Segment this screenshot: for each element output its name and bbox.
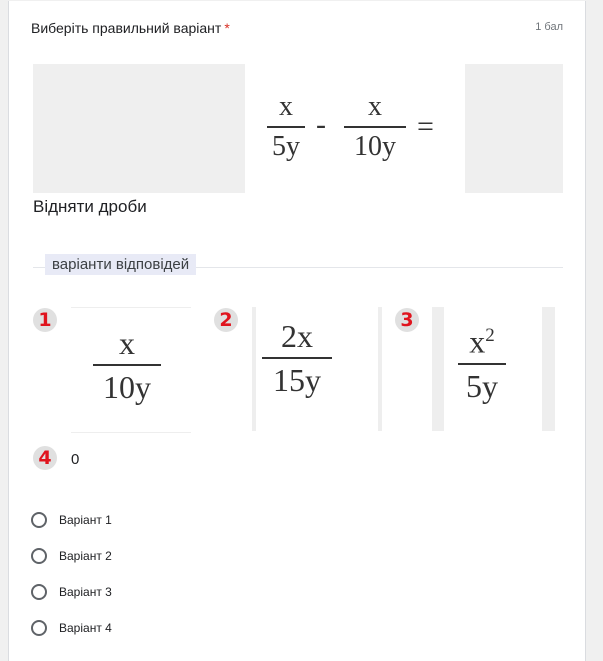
fraction-bar: [344, 126, 406, 128]
answer-marker-1: 1: [33, 308, 57, 332]
question-title-text: Виберіть правильний варіант: [31, 20, 222, 36]
formula-left-fraction: [267, 90, 305, 164]
radio-button[interactable]: [31, 584, 47, 600]
fraction-bar: [458, 363, 506, 365]
answer-2-denominator: 15y: [273, 362, 321, 398]
answer-image-1: [71, 307, 191, 433]
formula-right-fraction: [344, 90, 406, 164]
radio-button[interactable]: [31, 512, 47, 528]
formula-minus: -: [316, 108, 326, 141]
option-4[interactable]: [31, 616, 112, 640]
formula-expression: [245, 64, 465, 193]
option-2-label: Варіант 2: [59, 549, 112, 563]
answer-3-panel: [444, 307, 542, 431]
fraction-bar: [93, 364, 161, 366]
radio-button[interactable]: [31, 548, 47, 564]
answer-1-numerator: x: [119, 325, 135, 361]
option-3-label: Варіант 3: [59, 585, 112, 599]
fraction-bar: [262, 357, 332, 359]
answer-marker-3: 3: [395, 308, 419, 332]
answer-3-denominator: 5y: [466, 367, 498, 404]
answer-3-numerator-base: x: [469, 323, 486, 360]
answer-1-denominator: 10y: [103, 369, 151, 405]
answer-image-3: [432, 307, 555, 431]
answer-marker-4: 4: [33, 446, 57, 470]
answer-2-fraction: [262, 317, 332, 399]
option-2[interactable]: [31, 544, 112, 568]
formula-equals: =: [417, 110, 434, 143]
answer-3-exponent: 2: [485, 325, 495, 346]
formula-right-denominator: 10y: [354, 131, 396, 162]
answer-3-fraction: [458, 317, 506, 405]
formula-right-numerator: x: [368, 91, 382, 122]
question-subheading: Відняти дроби: [33, 197, 147, 216]
answer-1-fraction: [93, 324, 161, 406]
formula-left-denominator: 5y: [272, 131, 300, 162]
required-asterisk: *: [224, 20, 230, 36]
option-1-label: Варіант 1: [59, 513, 112, 527]
question-card: [8, 1, 586, 661]
fraction-bar: [267, 126, 305, 128]
answer-image-2: [252, 307, 382, 431]
option-4-label: Варіант 4: [59, 621, 112, 635]
question-title: [31, 20, 230, 36]
answer-marker-2: 2: [214, 308, 238, 332]
option-3[interactable]: [31, 580, 112, 604]
formula-image: [33, 64, 563, 193]
answer-4-value: 0: [71, 451, 80, 468]
answer-2-numerator: 2x: [281, 318, 313, 354]
option-1[interactable]: [31, 508, 112, 532]
points-label: 1 бал: [535, 21, 563, 33]
formula-left-numerator: x: [279, 91, 293, 122]
answer-3-numerator: [458, 317, 506, 361]
variants-label: варіанти відповідей: [45, 254, 196, 275]
radio-button[interactable]: [31, 620, 47, 636]
